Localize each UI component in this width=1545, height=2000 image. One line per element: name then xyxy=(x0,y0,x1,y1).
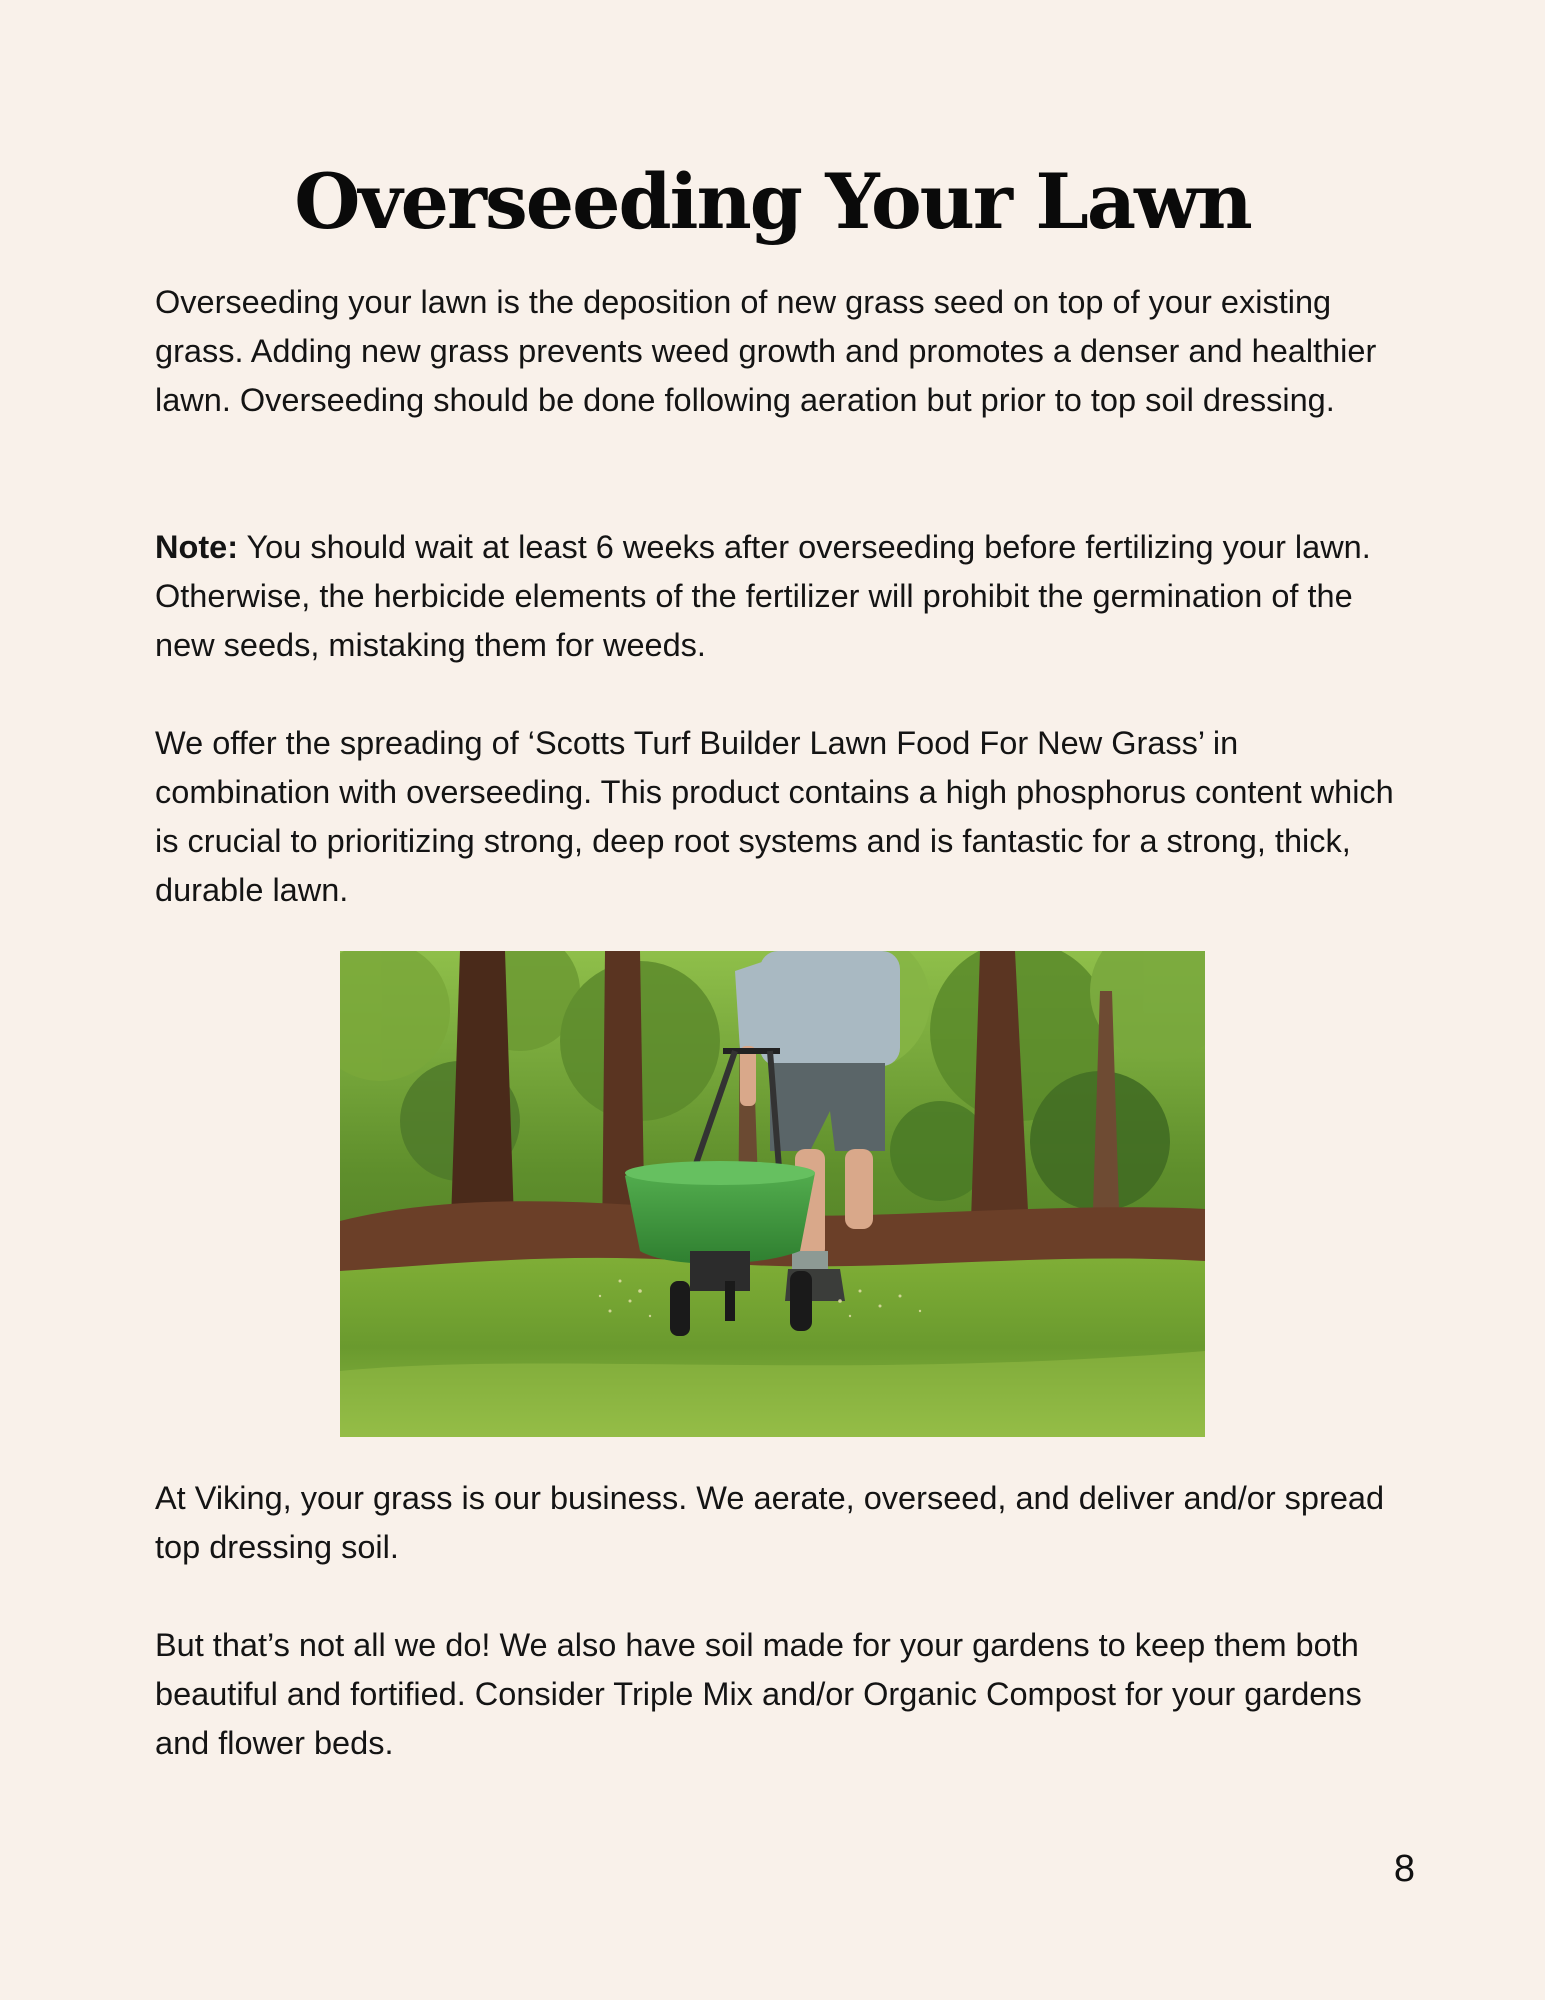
note-text: You should wait at least 6 weeks after overseeding before fertilizing your lawn. Otherwise, the herbicide elements of the fertilizer will prohibit the germination of the new seeds, mistaking them for weeds. xyxy=(155,529,1371,663)
note-paragraph xyxy=(155,523,1400,670)
lawn-spreader-photo xyxy=(340,951,1205,1437)
product-paragraph: We offer the spreading of ‘Scotts Turf Builder Lawn Food For New Grass’ in combination with overseeding. This product contains a high phosphorus content which is crucial to prioritizing strong, deep root systems and is fantastic for a strong, thick, durable lawn. xyxy=(155,725,1394,908)
viking-paragraph: At Viking, your grass is our business. We aerate, overseed, and deliver and/or spread top dressing soil. xyxy=(155,1480,1385,1565)
page-title: Overseeding Your Lawn xyxy=(294,157,1251,246)
gardens-paragraph: But that’s not all we do! We also have soil made for your gardens to keep them both beautiful and fortified. Consider Triple Mix and/or Organic Compost for your gardens and flower beds. xyxy=(155,1627,1362,1761)
intro-paragraph: Overseeding your lawn is the deposition of new grass seed on top of your existing grass. Adding new grass prevents weed growth and promotes a denser and healthier lawn. Overseeding should be done following aeration but prior to top soil dressing. xyxy=(155,284,1377,418)
note-label: Note: xyxy=(155,529,239,565)
page-number: 8 xyxy=(1393,1848,1415,1890)
